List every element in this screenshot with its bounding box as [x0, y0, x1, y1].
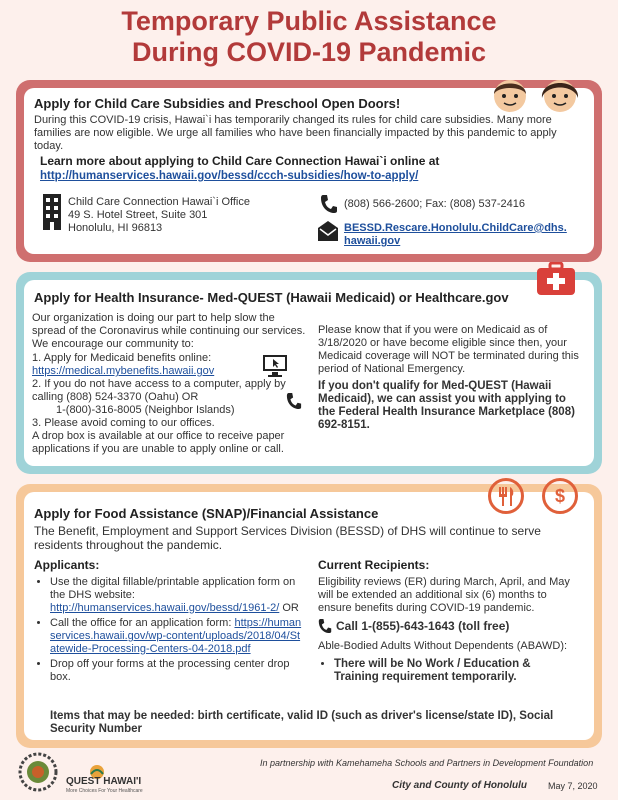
- email-icon: [316, 220, 340, 242]
- health-step3: 3. Please avoid coming to our offices.: [32, 417, 215, 429]
- medicaid-link[interactable]: https://medical.mybenefits.hawaii.gov: [32, 365, 215, 377]
- building-icon: [42, 192, 62, 232]
- health-intro: Our organization is doing our part to help slow the spread of the Coronavirus while continuing our services. We encourage our community to:: [32, 312, 306, 350]
- health-insurance-panel: [16, 272, 602, 474]
- current-recipients-text: Eligibility reviews (ER) during March, April, and May will be extended an additional six (6) months to ensure benefits during COVID-19 pandemic.: [318, 576, 570, 614]
- child-care-body: During this COVID-19 crisis, Hawai`i has temporarily changed its rules for child care subsidies. Many more families are now eligible. We urge all families who have been financially impacted by this pandemic to apply today.: [34, 114, 557, 152]
- fork-knife-icon: [488, 478, 524, 514]
- child-faces-icon: [488, 74, 584, 114]
- page-title: Temporary Public Assistance During COVID-19 Pandemic: [121, 6, 497, 67]
- health-step2b: 1-(800)-316-8005 (Neighbor Islands): [56, 404, 235, 416]
- food-assistance-panel: [16, 484, 602, 748]
- ccch-link[interactable]: http://humanservices.hawaii.gov/bessd/ccch-subsidies/how-to-apply/: [40, 170, 419, 182]
- phone-icon: [320, 194, 338, 214]
- office-phone: (808) 566-2600; Fax: (808) 537-2416: [344, 198, 526, 210]
- applicants-list: [34, 576, 306, 686]
- call-toll-free: Call 1-(855)-643-1643 (toll free): [336, 619, 510, 633]
- child-care-heading: Apply for Child Care Subsidies and Preschool Open Doors!: [34, 96, 401, 111]
- phone-icon: [286, 392, 302, 410]
- current-recipients-heading: Current Recipients:: [318, 558, 430, 572]
- medicaid-notice: Please know that if you were on Medicaid as of 3/18/2020 or have become eligible since then, your Medicaid coverage will NOT be terminated during this period of National Emergency.: [318, 324, 579, 375]
- computer-icon: [262, 354, 288, 378]
- office-address: Child Care Connection Hawai`i Office 49 S. Hotel Street, Suite 301 Honolulu, HI 96813: [68, 196, 250, 234]
- learn-more-text: Learn more about applying to Child Care Connection Hawai`i online at: [40, 154, 440, 168]
- city-county: City and County of Honolulu: [392, 780, 527, 791]
- processing-centers-link[interactable]: https://humanservices.hawaii.gov/wp-content/uploads/2018/04/Statewide-Processing-Centers-04-2018.pdf: [50, 617, 302, 655]
- partnership-note: In partnership with Kamehameha Schools and Partners in Development Foundation: [260, 758, 594, 768]
- items-needed: Items that may be needed: birth certificate, valid ID (such as driver's license/state ID), Social Security Number: [50, 710, 554, 735]
- abawd-heading: Able-Bodied Adults Without Dependents (ABAWD):: [318, 640, 568, 652]
- phone-icon: [318, 618, 332, 634]
- applicants-heading: Applicants:: [34, 558, 100, 572]
- health-step1: 1. Apply for Medicaid benefits online:: [32, 352, 212, 364]
- dropbox-note: A drop box is available at our office to receive paper applications if you are unable to apply online or call.: [32, 430, 285, 455]
- health-heading: Apply for Health Insurance- Med-QUEST (Hawaii Medicaid) or Healthcare.gov: [34, 290, 509, 305]
- dhs-form-link[interactable]: http://humanservices.hawaii.gov/bessd/1961-2/: [50, 602, 280, 614]
- first-aid-kit-icon: [536, 262, 576, 296]
- list-item: • There will be No Work / Education & Training requirement temporarily.: [334, 658, 578, 684]
- child-care-panel: [16, 80, 602, 262]
- abawd-list: [318, 658, 578, 686]
- quest-logo: QUEST HAWAI'I More Choices For Your Healthcare: [66, 764, 140, 794]
- food-intro: The Benefit, Employment and Support Services Division (BESSD) of DHS will continue to serve residents throughout the pandemic.: [34, 524, 541, 552]
- state-seal-icon: [18, 752, 58, 792]
- list-item: • Drop off your forms at the processing center drop box.: [50, 658, 306, 684]
- email-link[interactable]: BESSD.Rescare.Honolulu.ChildCare@dhs. hawaii.gov: [344, 222, 567, 247]
- dollar-icon: $: [542, 478, 578, 514]
- marketplace-note: If you don't qualify for Med-QUEST (Hawaii Medicaid), we can assist you with applying to the Federal Health Insurance Marketplace (808) 692-8151.: [318, 380, 575, 431]
- list-item: • Call the office for an application form: https://humanservices.hawaii.gov/wp-content/uploads/2018/04/Statewide-Processing-Centers-04-2018.pdf: [50, 617, 306, 656]
- list-item: • Use the digital fillable/printable application form on the DHS website: http://humanservices.hawaii.gov/bessd/1961-2/ OR: [50, 576, 306, 615]
- food-heading: Apply for Food Assistance (SNAP)/Financial Assistance: [34, 506, 379, 521]
- footer-date: May 7, 2020: [548, 781, 598, 791]
- health-step2: 2. If you do not have access to a computer, apply by calling (808) 524-3370 (Oahu) OR: [32, 378, 286, 403]
